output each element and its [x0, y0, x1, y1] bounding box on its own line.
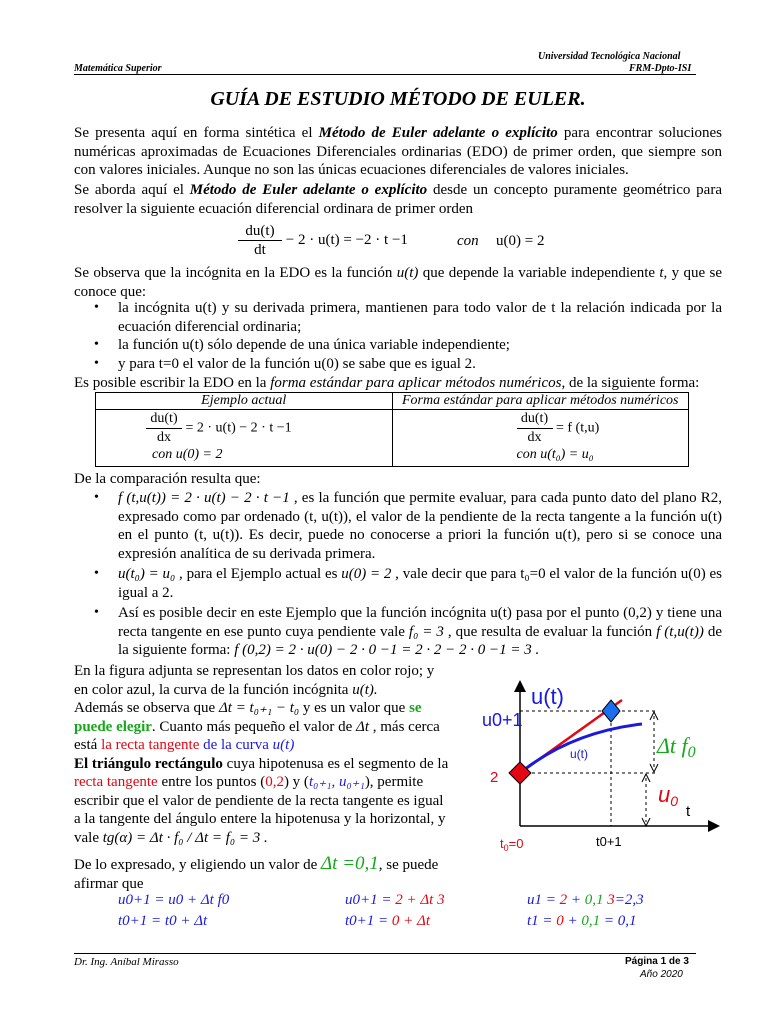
- list-item: • u(t₀) = u₀ , para el Ejemplo actual es u(0) = 2 , vale decir que para t₀=0 el valor de la función u(0) es igual a 2.: [74, 565, 722, 602]
- standard-form-paragraph: Es posible escribir la EDO en la forma estándar para aplicar métodos numéricos, de la siguiente forma:: [74, 375, 700, 391]
- list-item: • la incógnita u(t) y su derivada primera, mantienen para todo valor de t la relación indicada por la ecuación diferencial ordinaria;: [74, 299, 722, 336]
- footer-page: Página 1 de 3: [625, 956, 689, 967]
- footer-author: Dr. Ing. Aníbal Mirasso: [74, 956, 179, 968]
- table-cell-current: $\frac{du(t)}{dx}$ = 2 · u(t) − 2 · t −1 con u(0) = 2: [96, 410, 393, 467]
- label-curve: u(t): [570, 747, 588, 761]
- list-item: • f (t,u(t)) = 2 · u(t) − 2 · t −1 , es la función que permite evaluar, para cada punto dato del plano R2, expresado como par ordenado (t, u(t)), el valor de la pendiente de la recta tangente a la función u(t) en el punto (t, u(t)). Es decir, puede no conocerse a priori la función u(t), pero si se conoce una expresión analítica de su derivada primera.: [74, 489, 722, 563]
- label-t0: $t_0=0$: [500, 836, 524, 853]
- figure-description: En la figura adjunta se representan los datos en color rojo; y en color azul, la curva de la función incógnita u(t). Además se observa que Δt = t₀₊₁ − t₀ y es un valor que se puede elegir. Cuanto más pequeño el valor de Δt , más cerca está la recta tangente de la curva u(t) El triángulo rectángulo cuya hipotenusa es el segmento de la recta tangente entre los puntos (0,2) y (t₀₊₁, u₀₊₁), permite escribir que el valor de pendiente de la recta tangente es igual a la tangente del ángulo entere la hipotenusa y la horizontal, y vale tg(α) = Δt · f₀ / Δt = f₀ = 3 .: [74, 663, 449, 846]
- label-dt-f0: Δt f0: [657, 733, 696, 761]
- label-two: 2: [490, 769, 499, 786]
- bullet-list-1: [74, 299, 722, 373]
- comparison-label: De la comparación resulta que:: [74, 471, 261, 487]
- list-item: • la función u(t) sólo depende de una única variable independiente;: [74, 336, 722, 355]
- label-u-t: u(t): [531, 684, 564, 709]
- result-value-t: t1 = 0 + 0,1 = 0,1: [527, 913, 637, 929]
- chosen-dt-paragraph: De lo expresado, y eligiendo un valor de Δt =0,1, se puede afirmar que: [74, 853, 439, 892]
- footer-rule: [74, 953, 696, 954]
- label-t: t: [686, 803, 691, 820]
- intro-paragraph-2: Se aborda aquí el Método de Euler adelante o explícito desde un concepto puramente geométrico para resolver la siguiente ecuación diferencial ordinara de primer orden: [74, 182, 722, 217]
- comparison-table: [95, 392, 689, 467]
- result-value-u: u1 = 2 + 0,1 3=2,3: [527, 892, 644, 908]
- footer-year: Año 2020: [640, 969, 683, 980]
- table-header-current: Ejemplo actual: [96, 393, 393, 410]
- table-header-standard: Forma estándar para aplicar métodos numéricos: [392, 393, 689, 410]
- main-equation-con: con: [457, 233, 479, 249]
- table-cell-standard: $\frac{du(t)}{dx}$ = f (t,u) con u(t₀) = u₀: [392, 410, 689, 467]
- label-u0: u0: [658, 782, 679, 809]
- label-u01: u0+1: [482, 710, 523, 730]
- result-sub-t: t0+1 = 0 + Δt: [345, 913, 431, 929]
- euler-diagram: [476, 676, 726, 856]
- page-title: GUÍA DE ESTUDIO MÉTODO DE EULER.: [210, 88, 586, 110]
- label-t01: t0+1: [596, 834, 622, 849]
- list-item: • Así es posible decir en este Ejemplo que la función incógnita u(t) pasa por el punto (0,2) y tiene una recta tangente en ese punto cuya pendiente vale f₀ = 3 , que resulta de evaluar la función f (t,u(t)) de la siguiente forma: f (0,2) = 2 · u(0) − 2 · 0 −1 = 2 · 2 − 2 · 0 −1 = 3 .: [74, 604, 722, 660]
- result-sub-u: u0+1 = 2 + Δt 3: [345, 892, 445, 908]
- main-equation-initial: u(0) = 2: [496, 233, 545, 249]
- bullet-list-2: [74, 489, 722, 660]
- header-department: FRM-Dpto-ISI: [629, 63, 692, 74]
- header-university: Universidad Tecnológica Nacional: [538, 51, 681, 62]
- header-rule: [74, 74, 696, 75]
- result-formula-t: t0+1 = t0 + Δt: [118, 913, 208, 929]
- main-equation: $\frac{du(t)}{dt}$ − 2 · u(t) = −2 · t −1: [238, 222, 408, 259]
- header-subject: Matemática Superior: [74, 63, 162, 74]
- observe-paragraph: Se observa que la incógnita en la EDO es la función u(t) que depende la variable independiente t, y que se conoce que:: [74, 265, 722, 300]
- result-formula-u: u0+1 = u0 + Δt f0: [118, 892, 230, 908]
- intro-paragraph-1: Se presenta aquí en forma sintética el Método de Euler adelante o explícito para encontrar soluciones numéricas aproximadas de Ecuaciones Diferenciales ordinarias (EDO) de primer orden, que siempre son con valores iniciales. Aunque no son las únicas ecuaciones diferenciales de valores iniciales.: [74, 125, 722, 178]
- list-item: • y para t=0 el valor de la función u(0) se sabe que es igual 2.: [74, 355, 722, 374]
